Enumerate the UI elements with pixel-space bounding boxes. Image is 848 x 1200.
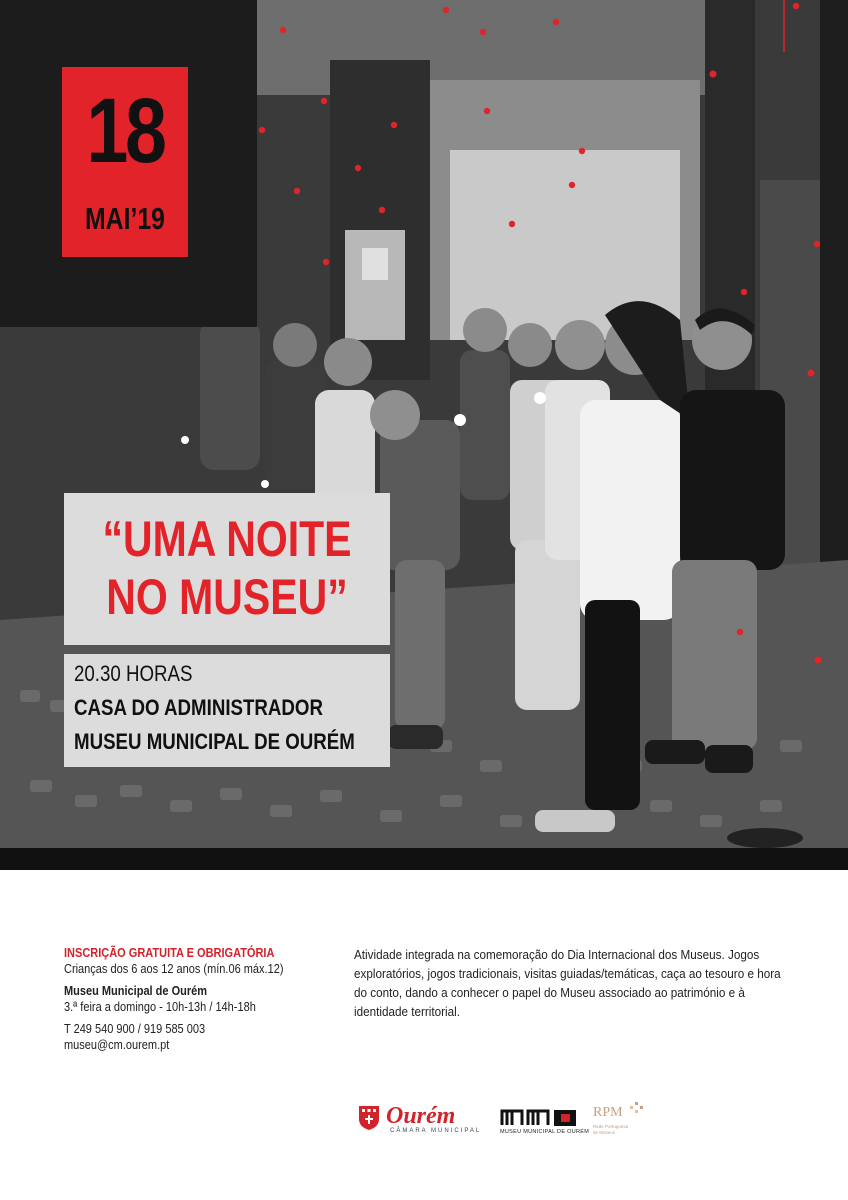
registration-label: INSCRIÇÃO GRATUITA E OBRIGATÓRIA bbox=[64, 946, 275, 960]
event-time: 20.30 HORAS bbox=[74, 661, 193, 686]
event-title-line-1: “UMA NOITE bbox=[102, 511, 352, 567]
hero-bottom-band bbox=[0, 848, 848, 870]
ourem-logo-name: Ourém bbox=[386, 1103, 456, 1129]
age-range-text: Crianças dos 6 aos 12 anos (mín.06 máx.12) bbox=[64, 962, 284, 976]
email-address: museu@cm.ourem.pt bbox=[64, 1038, 170, 1052]
rpm-logo-subtitle: Rede Portuguesa de Museus bbox=[593, 1124, 629, 1135]
museum-name: Museu Municipal de Ourém bbox=[64, 984, 208, 998]
event-venue-line-2: MUSEU MUNICIPAL DE OURÉM bbox=[74, 729, 355, 754]
museu-municipal-logo bbox=[500, 1107, 590, 1137]
rpm-logo bbox=[593, 1100, 653, 1140]
mmo-logo-subtitle: MUSEU MUNICIPAL DE OURÉM bbox=[500, 1129, 590, 1135]
date-day: 18 bbox=[86, 80, 164, 182]
description-text: Atividade integrada na comemoração do Dia Internacional dos Museus. Jogos exploratórios, jogos tradicionais, visitas guiadas/temáticas, caça ao tesouro e hora do conto, dando a conhecer o papel do Museu associado ao património e à identidade territorial. bbox=[354, 947, 781, 1019]
date-panel bbox=[0, 0, 257, 327]
ourem-municipality-logo bbox=[358, 1103, 482, 1139]
event-info-box bbox=[64, 654, 390, 767]
event-description bbox=[354, 945, 794, 1021]
mmo-mark-icon bbox=[500, 1107, 582, 1127]
event-venue-line-1: CASA DO ADMINISTRADOR bbox=[74, 695, 323, 720]
footer-contact-info bbox=[64, 945, 324, 1053]
phone-numbers: T 249 540 900 / 919 585 003 bbox=[64, 1022, 206, 1036]
date-month: MAI’19 bbox=[85, 201, 165, 236]
ourem-logo-subtitle: CÂMARA MUNICIPAL bbox=[390, 1128, 482, 1134]
rpm-logo-name: RPM bbox=[593, 1105, 623, 1120]
rpm-dots-icon bbox=[627, 1100, 645, 1118]
event-title-box bbox=[64, 493, 390, 645]
ourem-shield-icon bbox=[358, 1105, 380, 1131]
opening-hours: 3.ª feira a domingo - 10h-13h / 14h-18h bbox=[64, 1000, 256, 1014]
event-title-line-2: NO MUSEU” bbox=[106, 569, 348, 625]
date-badge bbox=[62, 67, 188, 257]
